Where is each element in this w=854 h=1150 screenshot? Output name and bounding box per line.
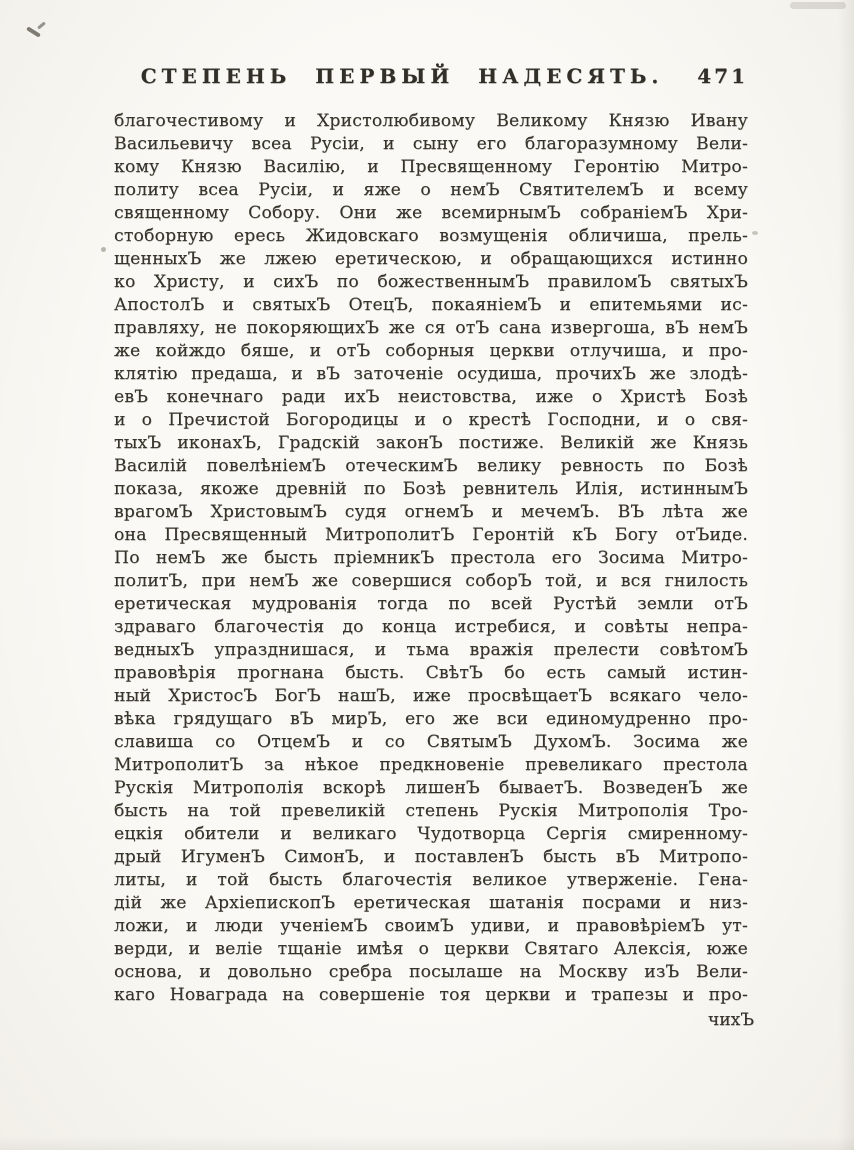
page-edge-shadow [838, 0, 854, 1150]
text-line: ный ХристосЪ БогЪ нашЪ, иже просвѣщаетЪ всякаго чело- [114, 686, 748, 706]
scan-artifact-speck [101, 247, 106, 252]
text-line: Василій повелѣніемЪ отеческимЪ велику ревность по Бозѣ [114, 456, 748, 476]
text-line: ко Христу, и сихЪ по божественнымЪ правиломЪ святыхЪ [114, 272, 748, 292]
text-line: каго Новаграда на совершеніе тоя церкви и трапезы и про- [114, 985, 748, 1005]
text-line: литы, и той бысть благочестія великое утверженіе. Гена- [114, 870, 748, 890]
text-line: евЪ конечнаго ради ихЪ неистовства, иже о Христѣ Бозѣ [114, 387, 748, 407]
text-line: еретическая мудрованія тогда по всей Рустѣй земли отЪ [114, 594, 748, 614]
text-line: Васильевичу всеа Русіи, и сыну его благоразумному Вели- [114, 134, 748, 154]
text-line: благочестивому и Христолюбивому Великому Князю Ивану [114, 111, 748, 131]
text-line: вѣка грядущаго вЪ мирЪ, его же вси единомудренно про- [114, 709, 748, 729]
running-header [114, 64, 748, 88]
text-line: тыхЪ иконахЪ, Градскій законЪ постиже. Великій же Князь [114, 433, 748, 453]
page-edge-shadow [0, 1136, 854, 1150]
text-line: бысть на той превеликій степень Рускія Митрополія Тро- [114, 801, 748, 821]
text-line: же койждо бяше, и отЪ соборныя церкви отлучиша, и про- [114, 341, 748, 361]
text-line: политу всеа Русіи, и яже о немЪ СвятителемЪ и всему [114, 180, 748, 200]
text-line: ецкія обители и великаго Чудотворца Сергія смиренному- [114, 824, 748, 844]
text-line: правовѣрія прогнана бысть. СвѣтЪ бо есть самый истин- [114, 663, 748, 683]
text-line: МитрополитЪ за нѣкое предкновеніе превеликаго престола [114, 755, 748, 775]
text-line: правляху, не покоряющихЪ же ся отЪ сана извергоша, вЪ немЪ [114, 318, 748, 338]
text-line: ведныхЪ упразднишася, и тьма вражія прелести совѣтомЪ [114, 640, 748, 660]
text-line: политЪ, при немЪ же совершися соборЪ той, и вся гнилость [114, 571, 748, 591]
body-text [114, 110, 748, 1007]
text-line: дрый ИгуменЪ СимонЪ, и поставленЪ бысть вЪ Митропо- [114, 847, 748, 867]
text-line: священному Собору. Они же всемирнымЪ собраніемЪ Хри- [114, 203, 748, 223]
text-line: ложи, и люди ученіемЪ своимЪ удиви, и правовѣріемЪ ут- [114, 916, 748, 936]
text-line: показа, якоже древній по Бозѣ ревнитель Илія, истиннымЪ [114, 479, 748, 499]
text-line: она Пресвященный МитрополитЪ Геронтій кЪ Богу отЪиде. [114, 525, 748, 545]
text-line: кому Князю Василію, и Пресвященному Геронтію Митро- [114, 157, 748, 177]
scan-artifact-ink-slash [37, 21, 46, 29]
text-line: АпостолЪ и святыхЪ ОтецЪ, покаяніемЪ и епитемьями ис- [114, 295, 748, 315]
text-line: врагомЪ ХристовымЪ судя огнемЪ и мечемЪ. ВЪ лѣта же [114, 502, 748, 522]
text-line: Рускія Митрополія вскорѣ лишенЪ бываетЪ. ВозведенЪ же [114, 778, 748, 798]
chapter-title: СТЕПЕНЬ ПЕРВЫЙ НАДЕСЯТЬ. [140, 64, 664, 88]
text-line: здраваго благочестія до конца истребися, и совѣты непра- [114, 617, 748, 637]
scan-artifact-speck [752, 231, 758, 235]
text-line: славиша со ОтцемЪ и со СвятымЪ ДухомЪ. Зосима же [114, 732, 748, 752]
text-line: верди, и веліе тщаніе имѣя о церкви Святаго Алексія, юже [114, 939, 748, 959]
text-line: щенныхЪ же лжею еретическою, и обращающихся истинно [114, 249, 748, 269]
text-line: стоборную ересь Жидовскаго возмущенія обличиша, прель- [114, 226, 748, 246]
text-line: и о Пречистой Богородицы и о крестѣ Господни, и о свя- [114, 410, 748, 430]
text-line: клятію предаша, и вЪ заточеніе осудиша, прочихЪ же злодѣ- [114, 364, 748, 384]
text-line: основа, и довольно сребра посылаше на Москву изЪ Вели- [114, 962, 748, 982]
text-line: По немЪ же бысть пріемникЪ престола его Зосима Митро- [114, 548, 748, 568]
text-line: дій же АрхіепископЪ еретическая шатанія посрами и низ- [114, 893, 748, 913]
catchword: чихЪ [707, 1010, 754, 1030]
page-number: 471 [697, 64, 748, 88]
